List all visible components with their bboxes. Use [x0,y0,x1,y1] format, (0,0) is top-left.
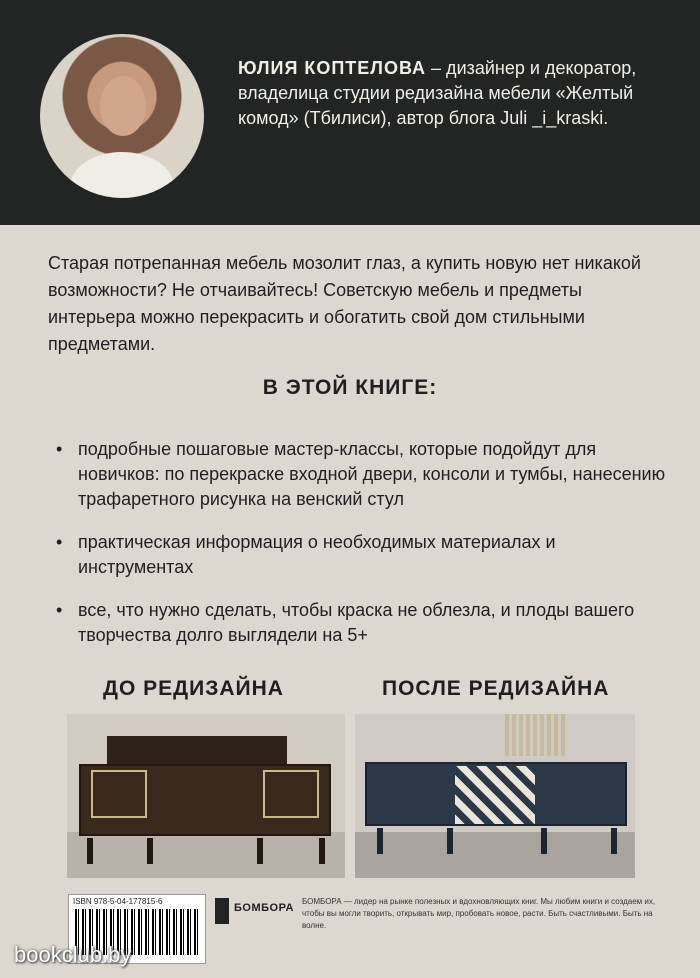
intro-paragraph: Старая потрепанная мебель мозолит глаз, а купить новую нет никакой возможности? Не отчаивайтесь! Советскую мебель и предметы интерьера можно перекрасить и обогатить свой дом стильными предметами. [48,253,641,354]
author-photo [40,34,204,198]
isbn-number: ISBN 978-5-04-177815-6 [73,897,163,906]
sideboard-leg [377,828,383,854]
macrame-decor [505,714,565,756]
author-photo-shirt [70,152,174,198]
sideboard-leg [257,838,263,864]
sideboard-leg [147,838,153,864]
bullet-text: подробные пошаговые мастер-классы, которые подойдут для новичков: по перекраске входной двери, консоли и тумбы, нанесению трафаретного рисунка на венский стул [78,439,666,509]
sideboard-panel [91,770,147,818]
bullet-item [56,598,666,648]
bullet-list [56,437,666,666]
sideboard-leg [319,838,325,864]
watermark: bookclub.by [14,942,132,967]
bullet-item [56,530,666,580]
bullet-marker: • [56,600,63,620]
bullet-marker: • [56,439,63,459]
publisher-description: БОМБОРА — лидер на рынке полезных и вдохновляющих книг. Мы любим книги и создаем их, чтобы вы могли творить, открывать мир, пробовать новое, расти. Быть счастливыми. Быть на волне. [302,897,656,930]
caption-after: ПОСЛЕ РЕДИЗАЙНА [382,677,610,700]
sideboard-leg [87,838,93,864]
author-banner [0,0,700,225]
author-bio [238,56,678,131]
after-photo [355,714,635,878]
before-photo [67,714,345,878]
sideboard-top-shelf [107,736,287,764]
sideboard-leg [447,828,453,854]
bullet-marker: • [56,532,63,552]
stencil-pattern [455,766,535,824]
caption-before: ДО РЕДИЗАЙНА [103,677,284,700]
bullet-item [56,437,666,512]
sideboard-leg [541,828,547,854]
author-description: – дизайнер и декоратор, владелица студии редизайна мебели «Желтый комод» (Тбилиси), автор блога Juli _i_kraski. [238,58,637,128]
bullet-text: все, что нужно сделать, чтобы краска не облезла, и плоды вашего творчества долго выглядели на 5+ [78,600,635,645]
author-name: ЮЛИЯ КОПТЕЛОВА [238,58,427,78]
publisher-logo-icon [215,898,229,924]
sideboard-panel [263,770,319,818]
sideboard-leg [611,828,617,854]
publisher-name: БОМБОРА [234,902,294,914]
section-heading: В ЭТОЙ КНИГЕ: [262,376,438,399]
author-photo-face [100,76,146,136]
bullet-text: практическая информация о необходимых материалах и инструментах [78,532,556,577]
